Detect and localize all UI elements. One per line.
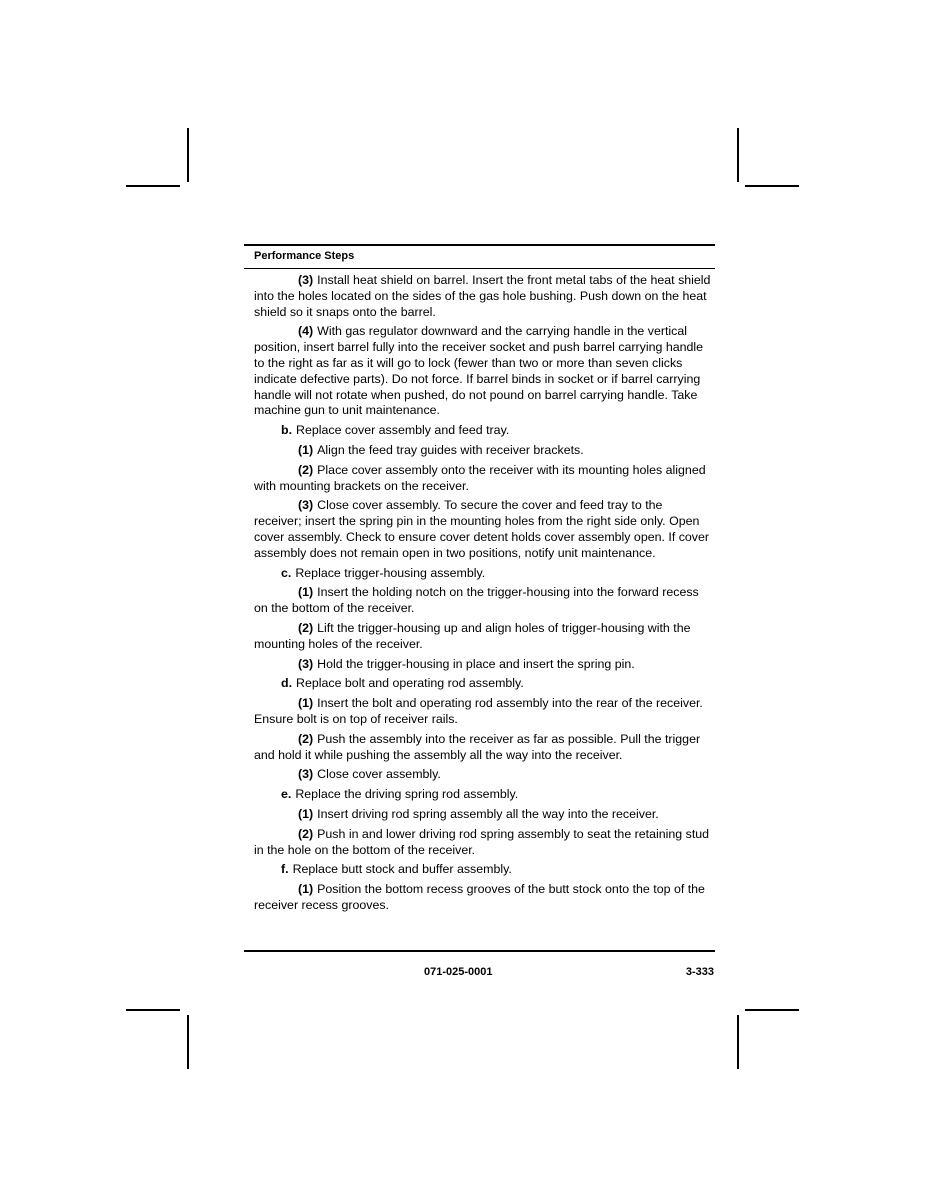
step-text: Insert driving rod spring assembly all the way into the receiver. bbox=[317, 806, 659, 821]
step-number: (1) bbox=[298, 806, 314, 821]
page-number: 3-333 bbox=[685, 966, 714, 978]
step-number: (1) bbox=[298, 442, 314, 457]
step-number: (3) bbox=[298, 767, 314, 782]
step-text: Align the feed tray guides with receiver brackets. bbox=[317, 442, 584, 457]
step-number: (1) bbox=[298, 696, 314, 711]
step-text: Close cover assembly. bbox=[317, 767, 441, 782]
step-text: With gas regulator downward and the carrying handle in the vertical position, insert barrel fully into the receiver socket and push barrel carrying handle to the right as far as it will go to lock (fewer than two or more than seven clicks indicate defective parts). Do not force. If barrel binds in socket or if barrel carrying handle will not rotate when pushed, do not pound on barrel carrying handle. Take machine gun to unit maintenance. bbox=[254, 324, 704, 418]
document-code: 071-025-0001 bbox=[424, 966, 493, 978]
step-paragraph bbox=[254, 827, 712, 859]
crop-mark-bottom-left-vertical bbox=[187, 1015, 189, 1069]
step-paragraph bbox=[254, 696, 712, 728]
substep-heading bbox=[254, 676, 712, 692]
substep-heading bbox=[254, 862, 712, 878]
step-paragraph bbox=[254, 585, 712, 617]
substep-heading bbox=[254, 787, 712, 803]
substep-letter: f. bbox=[281, 862, 289, 877]
step-number: (4) bbox=[298, 324, 314, 339]
step-text: Insert the bolt and operating rod assembly into the rear of the receiver. Ensure bolt is on top of receiver rails. bbox=[254, 696, 703, 726]
substep-letter: b. bbox=[281, 423, 293, 438]
step-number: (1) bbox=[298, 882, 314, 897]
step-paragraph bbox=[254, 463, 712, 495]
substep-text: Replace bolt and operating rod assembly. bbox=[296, 676, 524, 691]
step-text: Insert the holding notch on the trigger-housing into the forward recess on the bottom of the receiver. bbox=[254, 585, 699, 616]
step-text: Close cover assembly. To secure the cover and feed tray to the receiver; insert the spring pin in the mounting holes from the right side only. Open cover assembly. Check to ensure cover detent holds cover assembly open. If cover assembly does not remain open in two positions, notify unit maintenance. bbox=[254, 498, 709, 560]
crop-mark-bottom-right-horizontal bbox=[745, 1009, 799, 1011]
step-paragraph bbox=[254, 732, 712, 764]
step-paragraph bbox=[254, 767, 712, 783]
substep-text: Replace butt stock and buffer assembly. bbox=[292, 862, 512, 877]
step-number: (3) bbox=[298, 498, 314, 513]
step-paragraph bbox=[254, 443, 712, 459]
step-text: Push in and lower driving rod spring assembly to seat the retaining stud in the hole on the bottom of the receiver. bbox=[254, 826, 710, 857]
step-text: Install heat shield on barrel. Insert the front metal tabs of the heat shield into the holes located on the sides of the gas hole bushing. Push down on the heat shield so it snaps onto the barrel. bbox=[254, 273, 711, 319]
crop-mark-top-left-horizontal bbox=[126, 185, 180, 187]
substep-text: Replace the driving spring rod assembly. bbox=[295, 787, 519, 802]
step-number: (1) bbox=[298, 585, 314, 600]
step-number: (3) bbox=[298, 656, 314, 671]
step-text: Hold the trigger-housing in place and insert the spring pin. bbox=[317, 656, 635, 671]
step-number: (2) bbox=[298, 462, 314, 477]
header-top-rule bbox=[244, 244, 715, 246]
step-text: Position the bottom recess grooves of the butt stock onto the top of the receiver recess grooves. bbox=[254, 882, 705, 912]
substep-text: Replace cover assembly and feed tray. bbox=[296, 423, 510, 438]
step-number: (3) bbox=[298, 273, 314, 287]
performance-steps-body bbox=[254, 273, 712, 918]
crop-mark-top-left-vertical bbox=[187, 128, 189, 182]
step-number: (2) bbox=[298, 731, 314, 746]
section-header: Performance Steps bbox=[254, 250, 355, 262]
substep-letter: d. bbox=[281, 676, 293, 691]
step-paragraph bbox=[254, 498, 712, 561]
step-paragraph bbox=[254, 621, 712, 653]
step-text: Lift the trigger-housing up and align holes of trigger-housing with the mounting holes of the receiver. bbox=[254, 620, 691, 651]
substep-heading bbox=[254, 566, 712, 582]
header-bottom-rule bbox=[244, 268, 715, 269]
crop-mark-top-right-vertical bbox=[737, 128, 739, 182]
substep-letter: e. bbox=[281, 787, 292, 802]
step-text: Push the assembly into the receiver as far as possible. Pull the trigger and hold it while pushing the assembly all the way into the receiver. bbox=[254, 731, 701, 762]
step-number: (2) bbox=[298, 826, 314, 841]
step-paragraph bbox=[254, 807, 712, 823]
substep-letter: c. bbox=[281, 565, 292, 580]
step-text: Place cover assembly onto the receiver with its mounting holes aligned with mounting brackets on the receiver. bbox=[254, 462, 706, 493]
step-paragraph bbox=[254, 882, 712, 914]
substep-text: Replace trigger-housing assembly. bbox=[295, 565, 486, 580]
substep-heading bbox=[254, 423, 712, 439]
step-paragraph bbox=[254, 657, 712, 673]
crop-mark-bottom-left-horizontal bbox=[126, 1009, 180, 1011]
crop-mark-top-right-horizontal bbox=[745, 185, 799, 187]
step-paragraph bbox=[254, 324, 712, 419]
step-paragraph bbox=[254, 273, 712, 320]
footer-rule bbox=[244, 950, 715, 952]
crop-mark-bottom-right-vertical bbox=[737, 1015, 739, 1069]
step-number: (2) bbox=[298, 620, 314, 635]
